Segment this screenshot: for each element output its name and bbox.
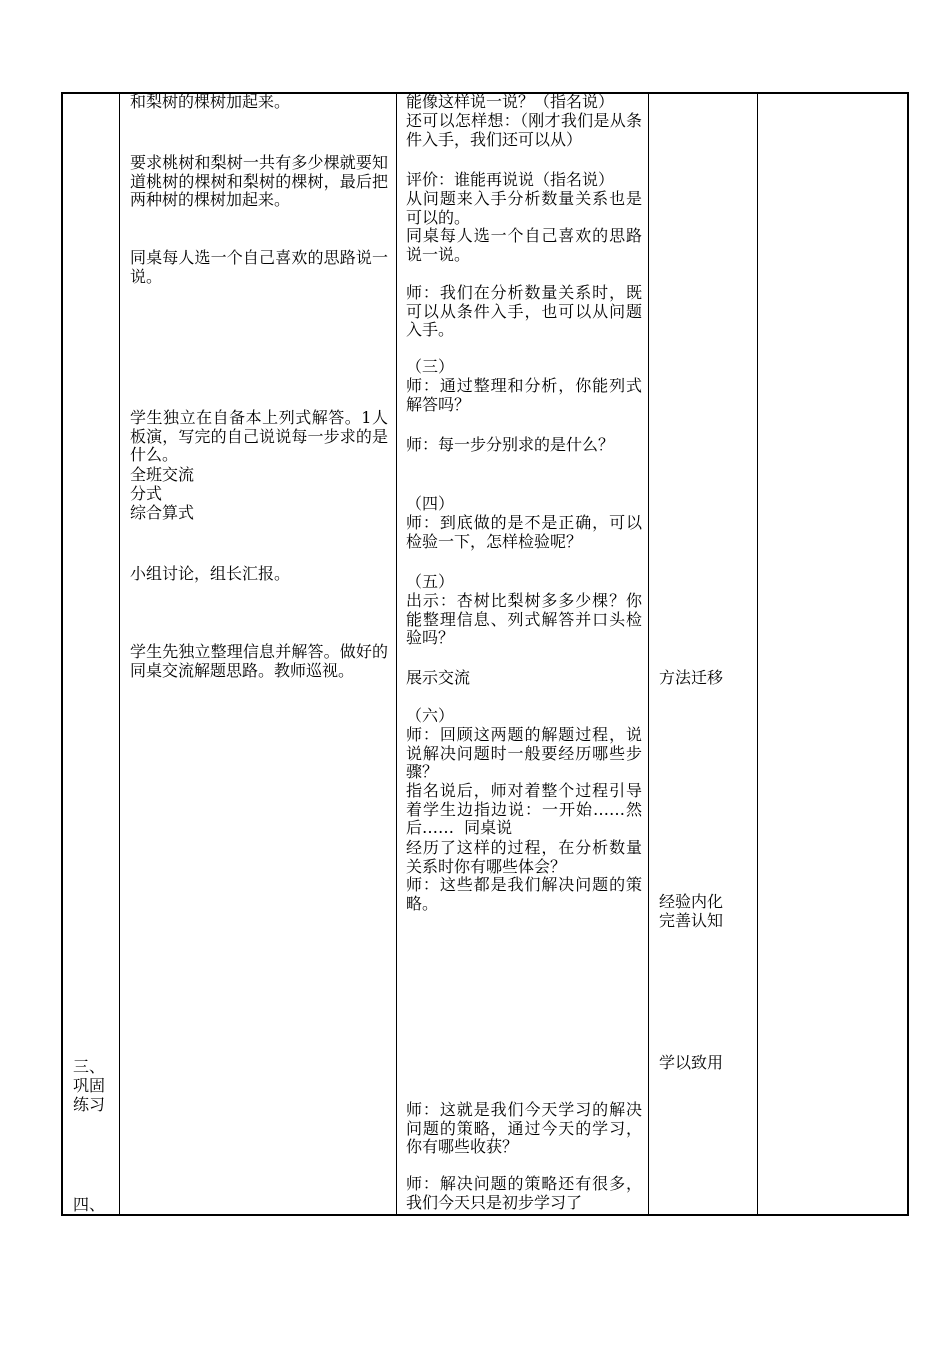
teacher-text: 评价：谁能再说说（指名说） <box>406 170 615 189</box>
column-divider <box>648 94 649 1214</box>
teacher-text: 师：这就是我们今天学习的解决问题的策略，通过今天的学习，你有哪些收获？ <box>406 1100 642 1156</box>
teacher-text: 师：我们在分析数量关系时，既可以从条件入手，也可以从问题入手。 <box>406 283 642 339</box>
student-text: 分式 <box>130 484 163 503</box>
teacher-text: 指名说后，师对着整个过程引导着学生边指边说：一开始……然后…… 同桌说 <box>406 781 642 837</box>
student-text: 要求桃树和梨树一共有多少棵就要知道桃树的棵树和梨树的棵树，最后把两种树的棵树加起来。 <box>130 153 388 209</box>
teacher-text: 出示：杏树比梨树多多少棵？你能整理信息、列式解答并口头检验吗？ <box>406 591 642 647</box>
teacher-text: 经历了这样的过程，在分析数量关系时你有哪些体会？ <box>406 838 642 876</box>
column-divider <box>396 94 397 1214</box>
section4-number: 四、 <box>73 1195 106 1214</box>
section3-title-line1: 巩固 <box>73 1076 106 1095</box>
student-text: 和梨树的棵树加起来。 <box>130 92 291 111</box>
teacher-text: 从问题来入手分析数量关系也是可以的。 <box>406 189 642 227</box>
column-divider <box>119 94 120 1214</box>
teacher-text: （三） <box>406 357 455 376</box>
student-text: 学生先独立整理信息并解答。做好的同桌交流解题思路。教师巡视。 <box>130 642 388 680</box>
teacher-text: 同桌每人选一个自己喜欢的思路说一说。 <box>406 226 642 264</box>
section3-number: 三、 <box>73 1057 106 1076</box>
column-divider <box>757 94 758 1214</box>
intent-text: 学以致用 <box>659 1053 724 1072</box>
student-text: 全班交流 <box>130 465 195 484</box>
teacher-text: 师：这些都是我们解决问题的策略。 <box>406 875 642 913</box>
teacher-text: （五） <box>406 572 455 591</box>
teacher-text: 还可以怎样想：（刚才我们是从条件入手，我们还可以从） <box>406 111 642 149</box>
teacher-text: 师：到底做的是不是正确，可以检验一下，怎样检验呢？ <box>406 513 642 551</box>
teacher-text: 师：回顾这两题的解题过程，说说解决问题时一般要经历哪些步骤？ <box>406 725 642 781</box>
teacher-text: （四） <box>406 494 455 513</box>
student-text: 综合算式 <box>130 503 195 522</box>
intent-text: 完善认知 <box>659 911 724 930</box>
student-text: 同桌每人选一个自己喜欢的思路说一说。 <box>130 248 388 286</box>
student-text: 小组讨论，组长汇报。 <box>130 564 291 583</box>
teacher-text: 能像这样说一说？（指名说） <box>406 92 615 111</box>
intent-text: 经验内化 <box>659 892 724 911</box>
teacher-text: 师：通过整理和分析，你能列式解答吗？ <box>406 376 642 414</box>
teacher-text: （六） <box>406 706 455 725</box>
teacher-text: 展示交流 <box>406 668 471 687</box>
teacher-text: 师：每一步分别求的是什么？ <box>406 435 615 454</box>
section3-title-line2: 练习 <box>73 1095 106 1114</box>
teacher-text: 师：解决问题的策略还有很多，我们今天只是初步学习了 <box>406 1174 642 1212</box>
intent-text: 方法迁移 <box>659 668 724 687</box>
student-text: 学生独立在自备本上列式解答。1人板演，写完的自己说说每一步求的是什么。 <box>130 408 388 464</box>
